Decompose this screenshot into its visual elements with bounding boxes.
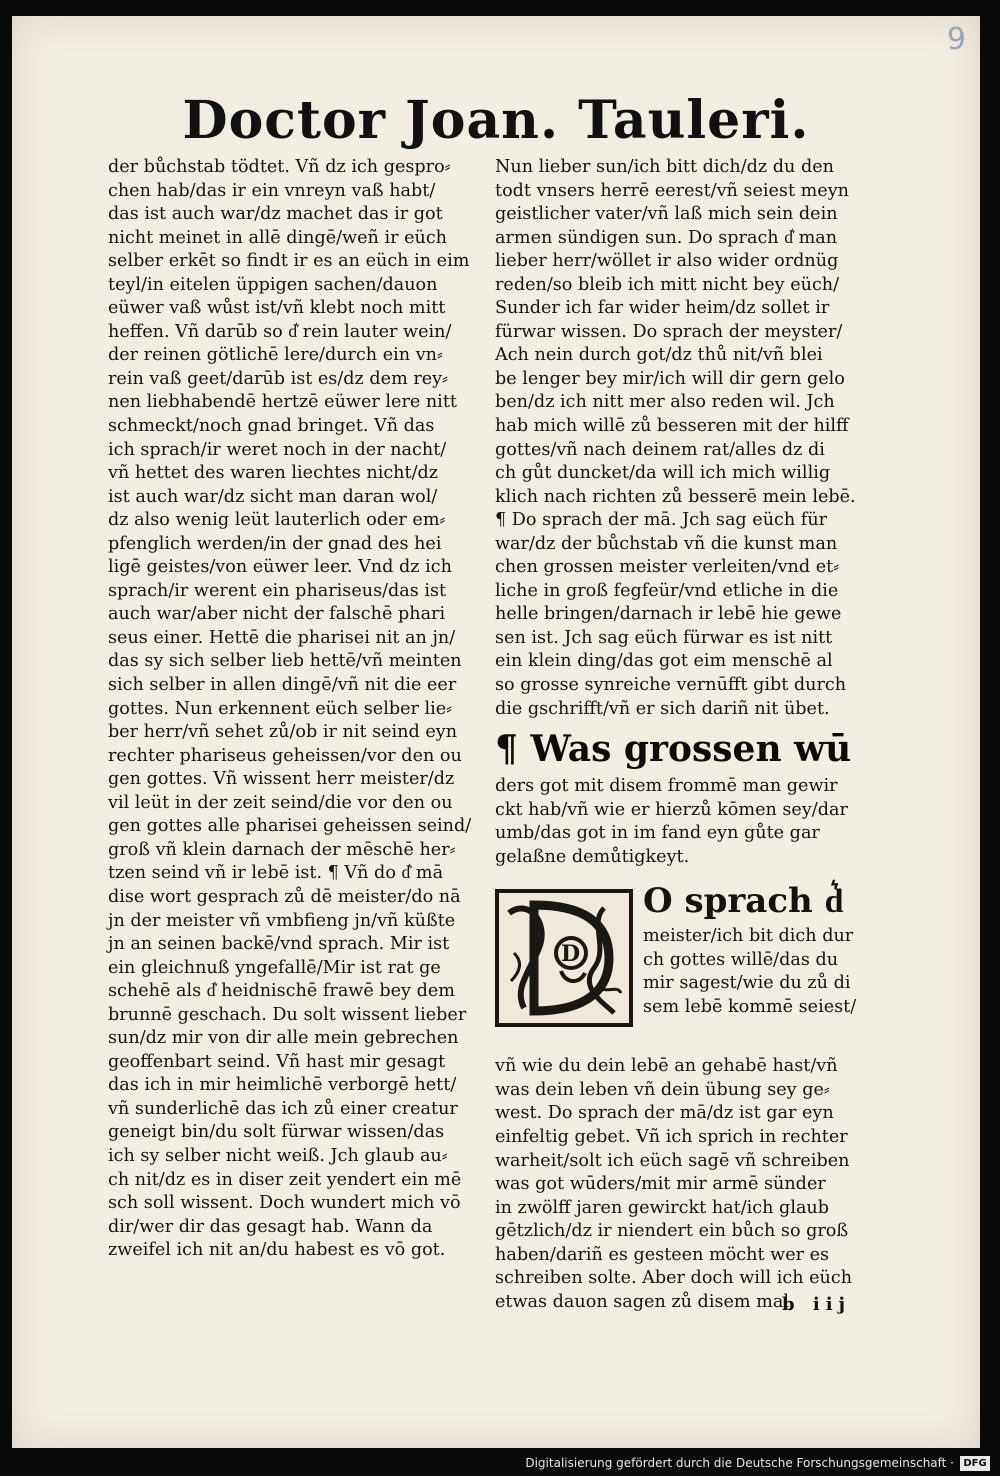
text-line: vñ hettet des waren liechtes nicht/dz (108, 463, 439, 484)
text-line: so grosse synreiche vernūfft gibt durch (495, 675, 847, 696)
text-line: gottes. Nun erkennent eüch selber lie⸗ (108, 698, 453, 719)
text-line: dz also wenig leüt lauterlich oder em⸗ (108, 510, 446, 531)
text-line: einfeltig gebet. Vñ ich sprich in rechter (495, 1126, 848, 1147)
text-line: helle bringen/darnach ir lebē hie gewe (495, 604, 842, 625)
text-line: war/dz der bůchstab vñ die kunst man (495, 533, 838, 554)
text-line: groß vñ klein darnach der mēschē her⸗ (108, 839, 456, 860)
text-line: Sunder ich far wider heim/dz sollet ir (495, 298, 830, 319)
right-column-bottom (495, 1055, 880, 1314)
text-line: heffen. Vñ darūb so d͛ rein lauter wein/ (108, 321, 452, 342)
text-line: vil leüt in der zeit seind/die vor den ou (108, 792, 453, 813)
text-line: haben/dariñ es gesteen möcht wer es (495, 1244, 830, 1265)
footer-credit: Digitalisierung gefördert durch die Deutsche Forschungsgemeinschaft · (525, 1456, 954, 1470)
text-line: rechter phariseus geheissen/vor den ou (108, 745, 462, 766)
text-line: liche in groß fegfeür/vnd etliche in die (495, 580, 839, 601)
text-line: sprach/ir werent ein phariseus/das ist (108, 580, 447, 601)
text-line: Ach nein durch got/dz thů nit/vñ blei (495, 345, 823, 366)
text-line: reden/so bleib ich mitt nicht bey eüch/ (495, 274, 840, 295)
text-line: gētzlich/dz ir niendert ein bůch so groß (495, 1221, 849, 1242)
text-line: ber herr/vñ sehet zů/ob ir nit seind eyn (108, 722, 458, 743)
text-line: ¶ Do sprach der mā. Jch sag eüch für (495, 510, 828, 531)
text-line: warheit/solt ich eüch sagē vñ schreiben (495, 1150, 850, 1171)
page-number: 9 (946, 22, 966, 57)
text-line: geneigt bin/du solt fürwar wissen/das (108, 1122, 445, 1143)
text-line: nen liebhabendē hertzē eüwer lere nitt (108, 392, 457, 413)
text-line: das ist auch war/dz machet das ir got (108, 204, 443, 225)
text-line: ben/dz ich nitt mer also reden wil. Jch (495, 392, 835, 413)
text-line: lieber herr/wöllet ir also wider ordnüg (495, 251, 839, 272)
text-line: ckt hab/vñ wie er hierzů kōmen sey/dar (495, 799, 848, 820)
text-line: ligē geistes/von eüwer leer. Vnd dz ich (108, 557, 452, 578)
signature-mark: b iij (782, 1294, 852, 1315)
text-line: gen gottes. Vñ wissent herr meister/dz (108, 769, 455, 790)
text-line: umb/das got in im fand eyn gůte gar (495, 823, 820, 844)
text-line: seus einer. Hettē die pharisei nit an jn/ (108, 627, 456, 648)
initial-letter: D (561, 941, 581, 968)
text-line: was dein leben vñ dein übung sey ge⸗ (495, 1079, 830, 1100)
text-line: ich sy selber nicht weiß. Jch glaub au⸗ (108, 1145, 448, 1166)
text-line: hab mich willē zů besseren mit der hilff (495, 416, 849, 437)
text-line: klich nach richten zů besserē mein lebē. (495, 486, 856, 507)
text-line: was got wūders/mit mir armē sünder (495, 1174, 826, 1195)
text-line: armen sündigen sun. Do sprach d͛ man (495, 227, 838, 248)
text-line: meister/ich bit dich dur (643, 926, 854, 947)
text-line: chen hab/das ir ein vnreyn vaß habt/ (108, 180, 436, 201)
initial-heading: O sprach d͛ (643, 881, 844, 922)
text-line: ch nit/dz es in diser zeit yendert ein mē (108, 1169, 462, 1190)
text-line: ein gleichnuß yngefallē/Mir ist rat ge (108, 957, 441, 978)
text-line: gen gottes alle pharisei geheissen seind/ (108, 816, 472, 837)
text-line: vñ wie du dein lebē an gehabē hast/vñ (495, 1056, 838, 1077)
right-column (495, 156, 880, 1314)
text-line: nicht meinet in allē dingē/weñ ir eüch (108, 227, 448, 248)
text-line: zweifel ich nit an/du habest es vō got. (108, 1240, 446, 1261)
text-line: jn der meister vñ vmbfieng jn/vñ küßte (108, 910, 456, 931)
text-line: gottes/vñ nach deinem rat/alles dz di (495, 439, 825, 460)
text-line: das ich in mir heimlichē verborgē hett/ (108, 1075, 457, 1096)
text-line: in zwölff jaren gewirckt hat/ich glaub (495, 1197, 830, 1218)
text-line: jn an seinen backē/vnd sprach. Mir ist (108, 934, 450, 955)
text-line: ist auch war/dz sicht man daran wol/ (108, 486, 438, 507)
text-line: selber erkēt so findt ir es an eüch in eim (108, 251, 470, 272)
decorated-initial-icon (495, 889, 633, 1027)
text-line: sun/dz mir von dir alle mein gebrechen (108, 1028, 459, 1049)
initial-block (495, 879, 880, 1055)
text-line: schehē als d͛ heidnischē frawē bey dem (108, 981, 455, 1002)
text-line: west. Do sprach der mā/dz ist gar eyn (495, 1103, 834, 1124)
text-line: ch gůt duncket/da will ich mich willig (495, 463, 831, 484)
text-line: der bůchstab tödtet. Vñ dz ich gespro⸗ (108, 157, 451, 177)
text-line: be lenger bey mir/ich will dir gern gelo (495, 368, 845, 389)
text-line: sch soll wissent. Doch wundert mich vō (108, 1193, 461, 1214)
text-line: dise wort gesprach zů dē meister/do nā (108, 886, 461, 907)
right-column-top (495, 156, 880, 721)
text-line: ders got mit disem frommē man gewir (495, 776, 838, 797)
section-heading-continuation (495, 775, 880, 869)
text-line: brunnē geschach. Du solt wissent lieber (108, 1004, 467, 1025)
text-line: Nun lieber sun/ich bitt dich/dz du den (495, 157, 834, 177)
footer-bar (0, 1450, 1000, 1476)
text-line: das sy sich selber lieb hettē/vñ meinten (108, 651, 462, 672)
text-line: vñ sunderlichē das ich zů einer creatur (108, 1098, 458, 1119)
text-line: auch war/aber nicht der falschē phari (108, 604, 446, 625)
dfg-logo-icon: DFG (960, 1456, 990, 1471)
text-line: dir/wer dir das gesagt hab. Wann da (108, 1216, 433, 1237)
text-line: ein klein ding/das got eim menschē al (495, 651, 833, 672)
left-column (108, 156, 493, 1263)
text-line: todt vnsers herrē eerest/vñ seiest meyn (495, 180, 849, 201)
text-line: eüwer vaß wůst ist/vñ klebt noch mitt (108, 298, 446, 319)
text-line: die gschrifft/vñ er sich dariñ nit übet. (495, 698, 830, 719)
text-line: sen ist. Jch sag eüch fürwar es ist nitt (495, 627, 833, 648)
text-line: tzen seind vñ ir lebē ist. ¶ Vñ do d͛ mā (108, 863, 444, 884)
text-line: der reinen götlichē lere/durch ein vn⸗ (108, 345, 443, 366)
section-heading: ¶ Was grossen wū (495, 728, 852, 771)
text-line: mir sagest/wie du zů di (643, 973, 851, 994)
initial-lines (643, 925, 856, 1019)
text-line: sich selber in allen dingē/vñ nit die eer (108, 675, 457, 696)
text-line: fürwar wissen. Do sprach der meyster/ (495, 321, 843, 342)
text-line: schmeckt/noch gnad bringet. Vñ das (108, 416, 435, 437)
book-page (12, 16, 980, 1448)
text-line: gelaßne demůtigkeyt. (495, 846, 690, 867)
text-line: geoffenbart seind. Vñ hast mir gesagt (108, 1051, 446, 1072)
text-line: etwas dauon sagen zů disem mal. (495, 1291, 795, 1312)
text-line: pfenglich werden/in der gnad des hei (108, 533, 442, 554)
text-line: rein vaß geet/darūb ist es/dz dem rey⸗ (108, 368, 448, 389)
text-line: schreiben solte. Aber doch will ich eüch (495, 1268, 853, 1289)
running-head: Doctor Joan. Tauleri. (182, 90, 810, 151)
text-line: ch gottes willē/das du (643, 949, 839, 970)
text-line: chen grossen meister verleiten/vnd et⸗ (495, 557, 840, 578)
text-line: teyl/in eitelen üppigen sachen/dauon (108, 274, 438, 295)
text-line: ich sprach/ir weret noch in der nacht/ (108, 439, 447, 460)
text-line: sem lebē kommē seiest/ (643, 996, 857, 1017)
text-line: geistlicher vater/vñ laß mich sein dein (495, 204, 838, 225)
